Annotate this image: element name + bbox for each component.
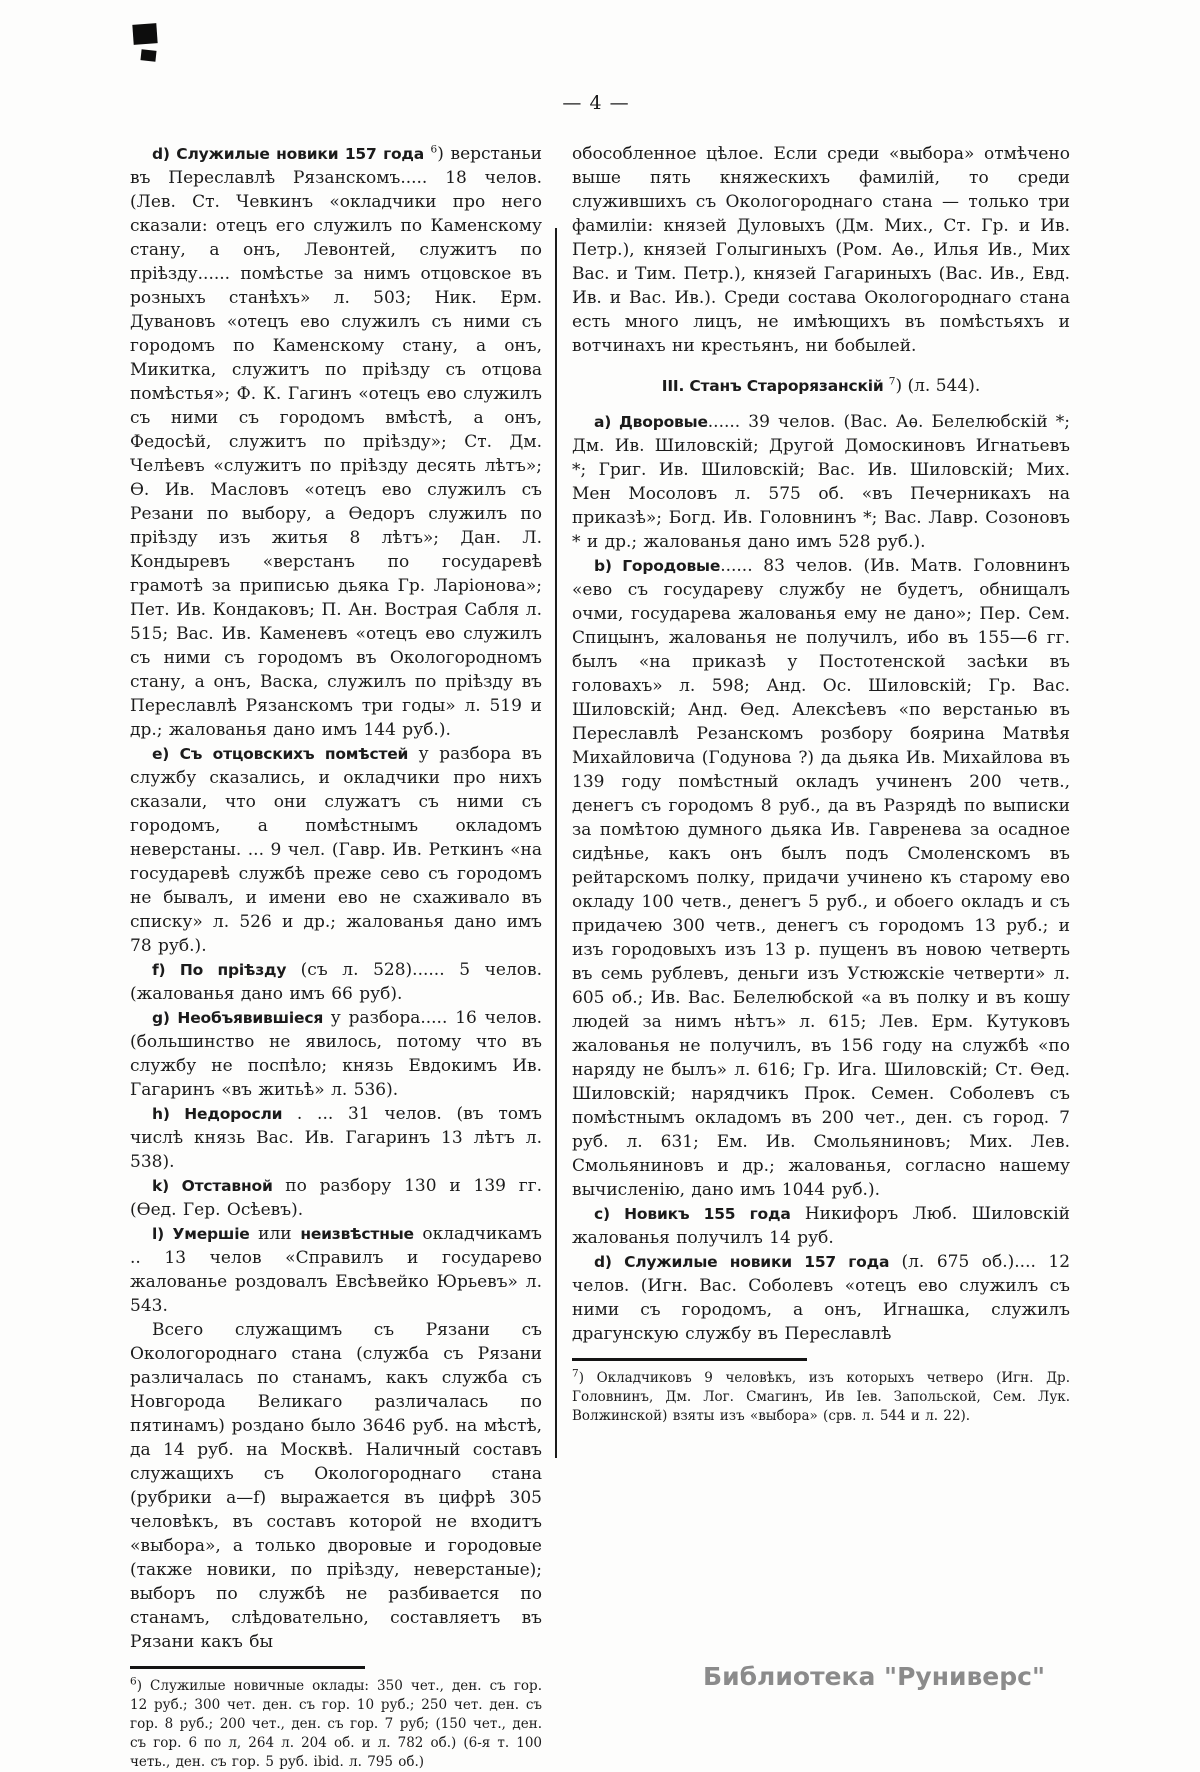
page-number: — 4 — <box>562 92 630 114</box>
body-text: или <box>258 1224 301 1244</box>
paragraph-right-c-novik-155 <box>572 1202 1070 1250</box>
footnote-separator-rule <box>572 1358 807 1361</box>
paragraph-right-d-noviki-157 <box>572 1250 1070 1346</box>
section-heading-stan-staroryazanskiy <box>572 374 1070 398</box>
body-text: Всего служащимъ съ Рязани съ Окологороднаго стана (служба съ Рязани различалась по станамъ, какъ служба съ Новгорода Великаго различалась по пятинамъ) роздано было 3646 руб. на мѣстѣ, да 14 руб. на Москвѣ. Наличный составъ служащихъ съ Окологороднаго стана (рубрики a—f) выражается въ цифрѣ 305 человѣкъ, въ составъ которой не входитъ «выбора», а только дворовые и городовые (также новики, по пріѣзду, неверстаные); выборъ по службѣ не разбивается по станамъ, слѣдовательно, составляетъ въ Рязани какъ бы <box>130 1320 542 1652</box>
right-column <box>572 142 1070 1772</box>
bold-lead-text: III. Станъ Старорязанскій <box>661 377 889 395</box>
body-text: ) Окладчиковъ 9 человѣкъ, изъ которыхъ четверо (Игн. Др. Головнинъ, Дм. Лог. Смагинъ, Ив Іев. Запольской, Сем. Лук. Волжинской) взяты изъ «выбора» (срв. л. 544 и л. 22). <box>572 1370 1070 1424</box>
footnote-reference: 7 <box>888 375 896 388</box>
page-content <box>130 142 1070 1772</box>
paragraph-right-a-dvorovye <box>572 410 1070 554</box>
bold-lead-text: a) Дворовые <box>594 413 708 431</box>
bold-lead-text: e) Съ отцовскихъ помѣстей <box>152 745 419 763</box>
paragraph-right-b-gorodovye <box>572 554 1070 1202</box>
body-text: (съ л. 528)...... 5 челов. (жалованья дано имъ 66 руб). <box>130 960 542 1004</box>
footnote-reference: 7 <box>572 1367 579 1380</box>
body-text: . ... 31 челов. (въ томъ числѣ князь Вас. Ив. Гагаринъ 13 лѣтъ л. 538). <box>130 1104 542 1172</box>
bold-lead-text: неизвѣстные <box>300 1225 423 1243</box>
paragraph-left-g-neobyavivshiesya <box>130 1006 542 1102</box>
body-text: ) верстаньи въ Переславлѣ Рязанскомъ..... 18 челов. (Лев. Ст. Чевкинъ «окладчики про него сказали: отецъ его служилъ по Каменскому стану, а онъ, Левонтей, служитъ по пріѣзду...... помѣстье за нимъ отцовское въ розныхъ станѣхъ» л. 503; Ник. Ерм. Дувановъ «отецъ ево служилъ съ ними съ городомъ по Каменскому стану, а онъ, Микитка, служитъ по пріѣзду съ отцова помѣстья»; Ф. К. Гагинъ «отецъ ево служилъ съ ними съ городомъ вмѣстѣ, а онъ, Федосѣй, служитъ по пріѣзду»; Ст. Дм. Челѣевъ «служитъ по пріѣзду десять лѣтъ»; Ѳ. Ив. Масловъ «отецъ ево служилъ съ Резани по выбору, а Ѳедоръ служилъ по пріѣзду изъ житья 8 лѣтъ»; Дан. Л. Кондыревъ «верстанъ по государевѣ грамотѣ за приписью дьяка Гр. Ларіонова»; Пет. Ив. Кондаковъ; П. Ан. Вострая Сабля л. 515; Вас. Ив. Каменевъ «отецъ ево служилъ съ ними съ городомъ въ Окологородномъ стану, а онъ, Васка, служилъ по пріѣзду въ Переславлѣ Рязанскомъ три годы» л. 519 и др.; жалованья дано имъ 144 руб.). <box>130 144 543 740</box>
footnote-6 <box>130 1677 542 1772</box>
footnote-reference: 6 <box>130 1675 137 1688</box>
paragraph-right-continuation <box>572 142 1070 358</box>
paragraph-left-d-noviki-157 <box>130 142 542 742</box>
paragraph-left-l-umershie <box>130 1222 542 1318</box>
body-text: Никифоръ Люб. Шиловскій жалованья получилъ 14 руб. <box>572 1204 1070 1248</box>
bold-lead-text: d) Служилые новики 157 года <box>594 1253 902 1271</box>
body-text: обособленное цѣлое. Если среди «выбора» отмѣчено выше пять княжескихъ фамилій, то среди служившихъ съ Окологороднаго стана — только три фамиліи: князей Дуловыхъ (Дм. Мих., Ст. Гр. и Ив. Петр.), князей Голыгиныхъ (Ром. Аѳ., Илья Ив., Мих Вас. и Тим. Петр.), князей Гагариныхъ (Вас. Ив., Евд. Ив. и Вас. Ив.). Среди состава Окологороднаго стана есть много лицъ, не имѣющихъ въ помѣстьяхъ и вотчинахъ ни крестьянъ, ни бобылей. <box>572 144 1070 356</box>
paragraph-left-f-po-priezdu <box>130 958 542 1006</box>
bold-lead-text: k) Отставной <box>152 1177 286 1195</box>
body-text: ) (л. 544). <box>895 376 981 396</box>
bold-lead-text: f) По пріѣзду <box>152 961 301 979</box>
footnote-7 <box>572 1369 1070 1426</box>
footnote-separator-rule <box>130 1666 365 1669</box>
bold-lead-text: d) Служилые новики 157 года <box>152 145 431 163</box>
bold-lead-text: b) Городовые <box>594 557 721 575</box>
body-text: ) Служилые новичные оклады: 350 чет., ден. съ гор. 12 руб.; 300 чет. ден. съ гор. 10 руб.; 250 чет. ден. съ гор. 8 руб.; 200 чет., ден. съ гор. 7 руб; (150 чет., ден. съ гор. 6 по л, 264 л. 204 об. и л. 782 об.) (6-я т. 100 четь., ден. съ гор. 5 руб. ibid. л. 795 об.) <box>130 1678 542 1770</box>
paragraph-left-summary <box>130 1318 542 1654</box>
paragraph-left-k-otstavnoy <box>130 1174 542 1222</box>
paragraph-left-h-nedorosli <box>130 1102 542 1174</box>
body-text: у разбора въ службу сказались, и окладчики про нихъ сказали, что они служатъ съ ними съ городомъ, а помѣстнымъ окладомъ неверстаны. ... 9 чел. (Гавр. Ив. Реткинъ «на государевѣ службѣ преже сево съ городомъ не бывалъ, и имени ево не схаживало въ списку» л. 526 и др.; жалованья дано имъ 78 руб.). <box>130 744 542 956</box>
scan-artifact-mark <box>140 49 156 62</box>
body-text: по разбору 130 и 139 гг. (Ѳед. Гер. Осѣевъ). <box>130 1176 543 1220</box>
scan-artifact-mark <box>132 23 157 45</box>
body-text: ...... 83 челов. (Ив. Матв. Головнинъ «ево съ государеву службу не будетъ, обнищалъ очми, государева жалованья ему не дано»; Пер. Сем. Спицынъ, жалованья не получилъ, ибо въ 155—6 гг. былъ «на приказѣ у Постотенской засѣки въ головахъ» л. 598; Анд. Ос. Шиловскій; Гр. Вас. Шиловскій; Анд. Ѳед. Алексѣевъ «по верстанью въ Переславлѣ Резанскомъ розбору боярина Матвѣя Михайловича (Годунова ?) да дьяка Ив. Михайлова въ 139 году помѣстный окладъ учиненъ 200 четв., денегъ съ городомъ 8 руб., да въ Разрядѣ по выписки за помѣтою думного дьяка Ив. Гавренева за осадное сидѣнье, какъ онъ былъ подъ Смоленскомъ въ рейтарскомъ полку, придачи учинено къ старому ево окладу 100 четв., денегъ 5 руб., и обоего окладъ и съ придачею 300 четв., денегъ съ городомъ 13 руб.; и изъ городовыхъ изъ 13 р. пущенъ въ новою четверть въ семь рублевъ, деньги изъ Устюжскіе четверти» л. 605 об.; Ив. Вас. Белелюбской «а въ полку и въ кошу людей за нимъ нѣтъ» л. 615; Лев. Ерм. Кутуковъ жалованья не получилъ, въ 156 году на службѣ «по наряду не былъ» л. 616; Гр. Ига. Шиловскій; Ст. Ѳед. Шиловскій; нарядчикъ Прок. Семен. Соболевъ съ помѣстнымъ окладомъ въ 200 чет., ден. съ город. 7 руб. л. 631; Ем. Ив. Смольяниновъ; Мих. Лев. Смольяниновъ и др.; жалованья, согласно нашему вычисленію, дано имъ 1044 руб.). <box>572 556 1070 1200</box>
paragraph-left-e-otcovskie-pomestya <box>130 742 542 958</box>
bold-lead-text: c) Новикъ 155 года <box>594 1205 805 1223</box>
bold-lead-text: g) Необъявившіеся <box>152 1009 331 1027</box>
footnote-reference: 6 <box>430 143 438 156</box>
body-text: ...... 39 челов. (Вас. Аѳ. Белелюбскій *; Дм. Ив. Шиловскій; Другой Домоскиновъ Игнатьевъ *; Григ. Ив. Шиловскій; Вас. Ив. Шиловскій; Мих. Мен Мосоловъ л. 575 об. «въ Печерникахъ на приказѣ»; Богд. Ив. Головнинъ *; Вас. Лавр. Созоновъ * и др.; жалованья дано имъ 528 руб.). <box>572 412 1070 552</box>
bold-lead-text: h) Недоросли <box>152 1105 297 1123</box>
runivers-library-watermark: Библиотека "Руниверс" <box>703 1662 1045 1691</box>
bold-lead-text: l) Умершіе <box>152 1225 259 1243</box>
body-text: (л. 675 об.).... 12 челов. (Игн. Вас. Соболевъ «отецъ ево служилъ съ ними съ городомъ, а онъ, Игнашка, служилъ драгунскую службу въ Переславлѣ <box>572 1252 1071 1344</box>
body-text: окладчикамъ .. 13 челов «Справилъ и государево жалованье роздовалъ Евсѣвейко Юрьевъ» л. 543. <box>130 1224 542 1316</box>
left-column <box>130 142 542 1772</box>
body-text: у разбора..... 16 челов. (большинство не явилось, потому что въ службу не поспѣло; князь Евдокимъ Ив. Гагаринъ «въ житьѣ» л. 536). <box>130 1008 542 1100</box>
